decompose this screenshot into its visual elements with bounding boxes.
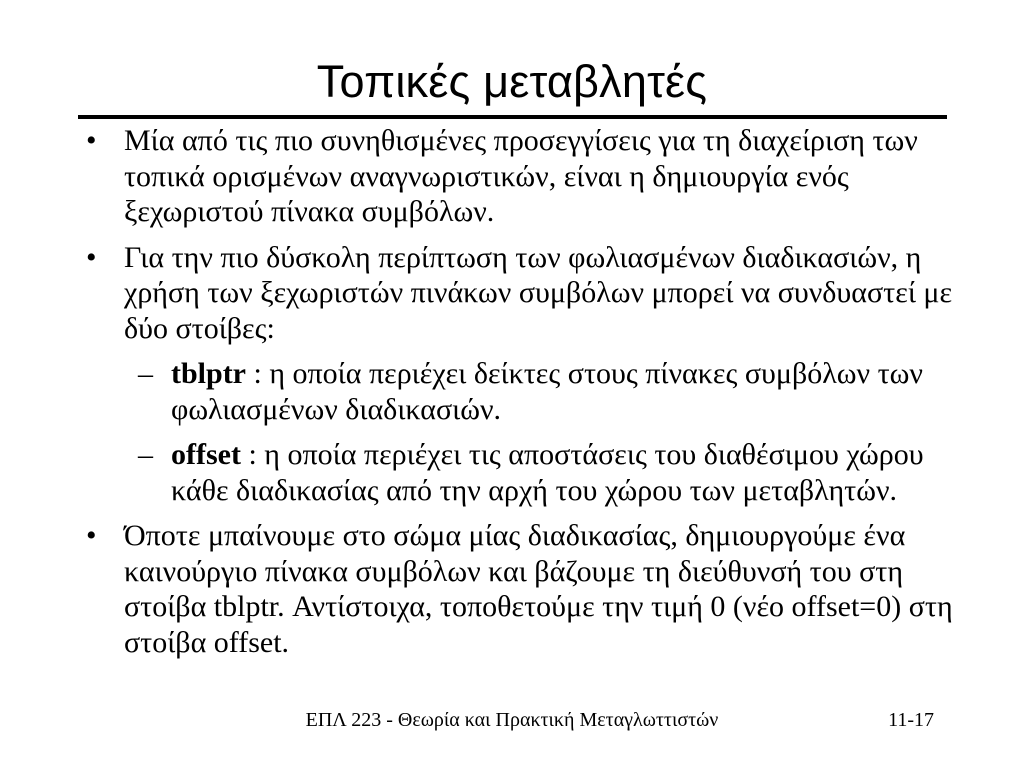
sub-bullet-text: : η οποία περιέχει τις αποστάσεις του διαθέσιμου χώρου κάθε διαδικασίας από την αρχή του χώρου των μεταβλητών. [171,438,924,507]
sub-bullet-text: : η οποία περιέχει δείκτες στους πίνακες συμβόλων των φωλιασμένων διαδικασιών. [171,357,923,426]
dash-icon: – [138,357,153,390]
dash-icon: – [138,438,153,471]
slide-title: Τοπικές μεταβλητές [316,56,708,107]
term-tblptr: tblptr [171,357,246,390]
bullet-item [86,240,956,347]
bullet-dot-icon: • [86,240,97,274]
term-offset: offset [171,438,241,471]
footer-page-number: 11-17 [888,709,934,731]
bullet-item [86,123,956,230]
sub-bullet-item [86,437,956,508]
bullet-text: Για την πιο δύσκολη περίπτωση των φωλιασμένων διαδικασιών, η χρήση των ξεχωριστών πινάκων συμβόλων μπορεί να συνδυαστεί με δύο στοίβες: [124,240,953,345]
bullet-text: Μία από τις πιο συνηθισμένες προσεγγίσεις για τη διαχείριση των τοπικά ορισμένων αναγνωριστικών, είναι η δημιουργία ενός ξεχωριστού πίνακα συμβόλων. [124,124,918,228]
sub-bullet-item [86,356,956,427]
title-underline [78,115,947,119]
bullet-item [86,518,956,660]
slide-content [86,123,956,670]
bullet-dot-icon: • [86,519,97,552]
footer-course-title: ΕΠΛ 223 - Θεωρία και Πρακτική Μεταγλωττιστών [305,709,719,731]
bullet-text: Όποτε μπαίνουμε στο σώμα μίας διαδικασίας, δημιουργούμε ένα καινούργιο πίνακα συμβόλων και βάζουμε τη διεύθυνσή του στη στοίβα tblptr. Αντίστοιχα, τοποθετούμε την τιμή 0 (νέο offset=0) στη στοίβα offset. [124,519,953,659]
bullet-dot-icon: • [86,124,97,157]
